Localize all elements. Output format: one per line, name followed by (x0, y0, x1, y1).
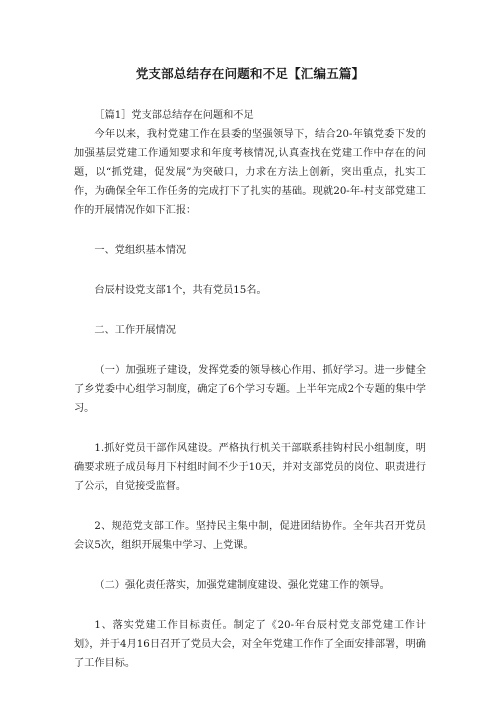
body-paragraph-intro: 今年以来，我村党建工作在县委的坚强领导下，结合20-年镇党委下发的加强基层党建工作通知要求和年度考核情况,认真查找在党建工作中存在的问题，以“抓党建，促发展”为突破口，力求在方法上创新，突出重点，扎实工作，为确保全年工作任务的完成打下了扎实的基础。现就20-年-村支部党建工作的开展情况作如下汇报： (74, 129, 426, 216)
body-paragraph-membership: 台辰村设党支部1个，共有党员15名。 (94, 285, 267, 296)
paragraph-gap (74, 595, 426, 616)
document-title: 党支部总结存在问题和不足【汇编五篇】 (135, 66, 365, 81)
body-paragraph-responsibility: （二）强化责任落实，加强党建制度建设、强化党建工作的领导。 (94, 580, 390, 591)
paragraph-gap (74, 340, 426, 361)
section-heading-article-1: ［篇1］党支部总结存在问题和不足 (94, 110, 254, 121)
body-paragraph-team-building: （一）加强班子建设，发挥党委的领导核心作用、抓好学习。进一步健全了乡党委中心组学习制度，确定了6个学习专题。上半年完成2个专题的集中学习。 (74, 365, 426, 414)
section-heading-party-organization: 一、党组织基本情况 (94, 245, 187, 256)
paragraph-gap (74, 555, 426, 576)
body-paragraph-target-responsibility: 1、落实党建工作目标责任。制定了《20-年台辰村党支部党建工作计划》，并于4月16日召开了党员大会，对全年党建工作作了全面安排部署，明确了工作目标。 (74, 620, 426, 669)
paragraph-gap (74, 300, 426, 321)
paragraph-gap (74, 260, 426, 281)
paragraph-gap (74, 496, 426, 517)
section-heading-work-progress: 二、工作开展情况 (94, 325, 176, 336)
paragraph-gap (74, 418, 426, 439)
body-paragraph-work-style: 1.抓好党员干部作风建设。严格执行机关干部联系挂钩村民小组制度，明确要求班子成员每月下村组时间不少于10天，并对支部党员的岗位、职责进行了公示，自觉接受监督。 (74, 443, 426, 492)
body-paragraph-branch-standards: 2、规范党支部工作。坚持民主集中制，促进团结协作。全年共召开党员会议5次，组织开展集中学习、上党课。 (74, 521, 426, 551)
paragraph-gap (74, 220, 426, 241)
